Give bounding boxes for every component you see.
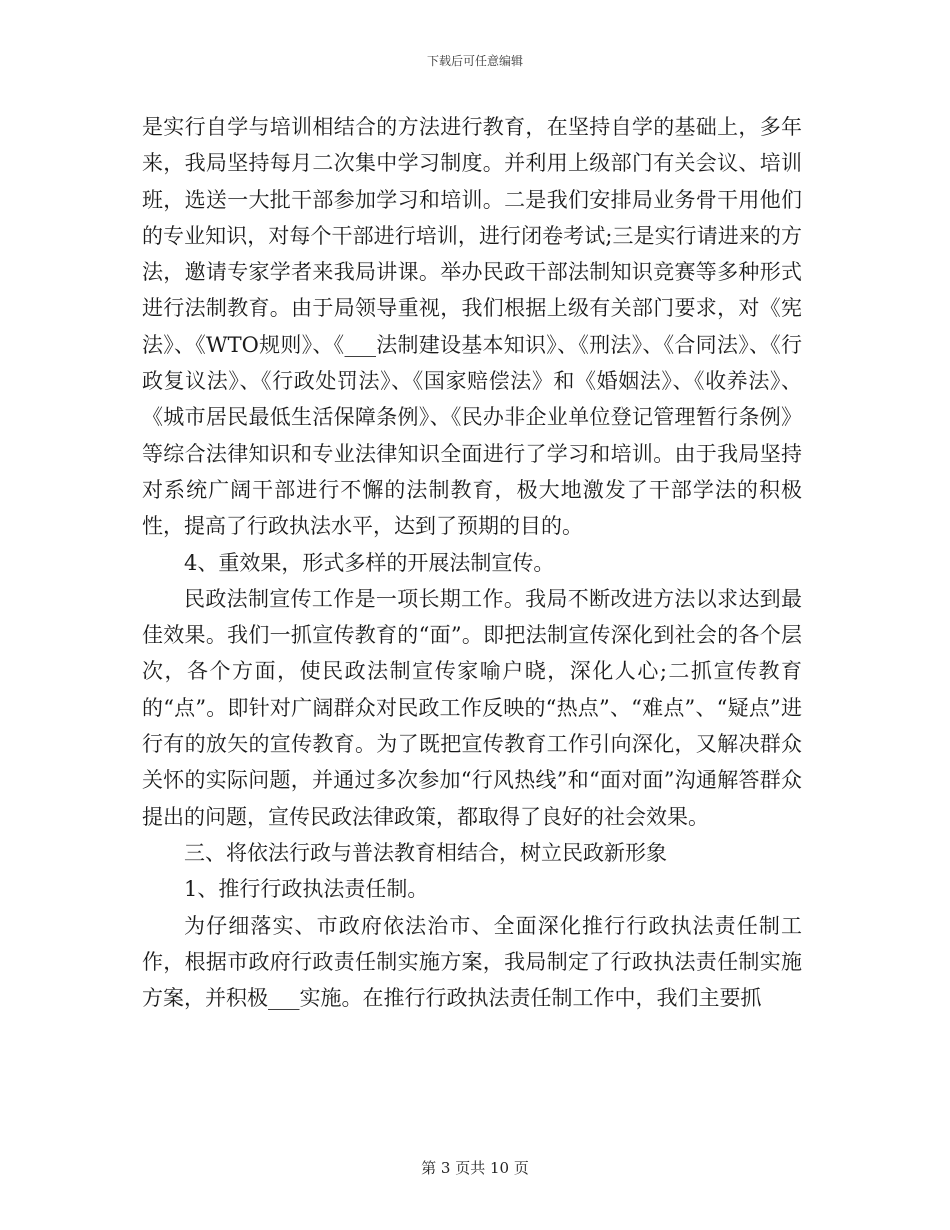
section-heading-4: 4、重效果，形式多样的开展法制宣传。	[184, 550, 555, 575]
document-body	[142, 109, 802, 1016]
body-paragraph: 是实行自学与培训相结合的方法进行教育，在坚持自学的基础上，多年来，我局坚持每月二次集中学习制度。并利用上级部门有关会议、培训班，选送一大批干部参加学习和培训。二是我们安排局业务骨干用他们的专业知识，对每个干部进行培训，进行闭卷考试;三是实行请进来的方法，邀请专家学者来我局讲课。举办民政干部法制知识竞赛等多种形式进行法制教育。由于局领导重视，我们根据上级有关部门要求，对《宪法》、《WTO规则》、《___法制建设基本知识》、《刑法》、《合同法》、《行政复议法》、《行政处罚法》、《国家赔偿法》和《婚姻法》、《收养法》、《城市居民最低生活保障条例》、《民办非企业单位登记管理暂行条例》等综合法律知识和专业法律知识全面进行了学习和培训。由于我局坚持对系统广阔干部进行不懈的法制教育，极大地激发了干部学法的积极性，提高了行政执法水平，达到了预期的目的。	[142, 115, 802, 539]
section-heading-3: 三、将依法行政与普法教育相结合，树立民政新形象	[184, 840, 667, 865]
subsection-heading-1: 1、推行行政执法责任制。	[184, 877, 429, 902]
page-header-note: 下载后可任意编辑	[426, 54, 523, 68]
body-paragraph: 为仔细落实、市政府依法治市、全面深化推行行政执法责任制工作，根据市政府行政责任制实施方案，我局制定了行政执法责任制实施方案，并积极___实施。在推行行政执法责任制工作中，我们主要抓	[142, 913, 802, 1011]
body-paragraph: 民政法制宣传工作是一项长期工作。我局不断改进方法以求达到最佳效果。我们一抓宣传教育的“面”。即把法制宣传深化到社会的各个层次，各个方面，使民政法制宣传家喻户晓，深化人心;二抓宣传教育的“点”。即针对广阔群众对民政工作反映的“热点”、“难点”、“疑点”进行有的放矢的宣传教育。为了既把宣传教育工作引向深化，又解决群众关怀的实际问题，并通过多次参加“行风热线”和“面对面”沟通解答群众提出的问题，宣传民政法律政策，都取得了良好的社会效果。	[142, 586, 802, 829]
page-number: 第 3 页共 10 页	[421, 1159, 529, 1177]
